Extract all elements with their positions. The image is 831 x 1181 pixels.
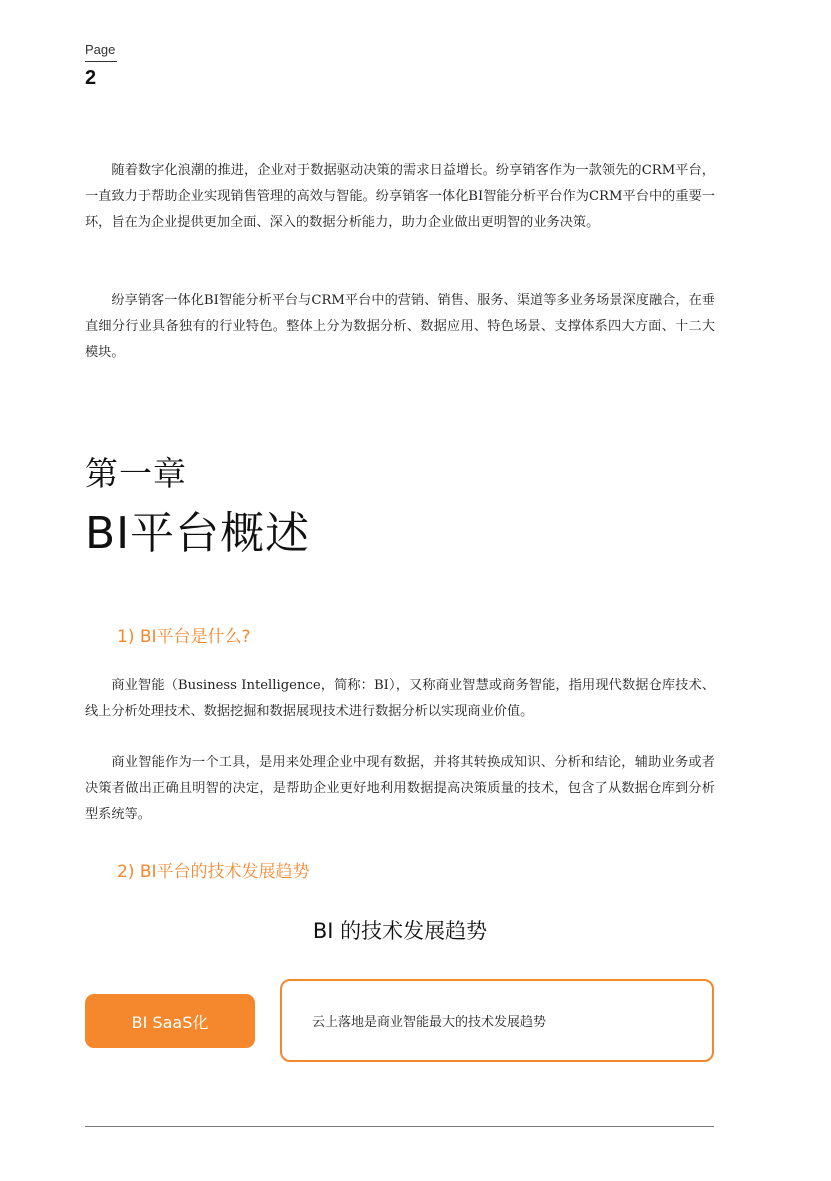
chapter-title: BI平台概述: [85, 508, 311, 559]
page-label-divider: [85, 61, 117, 62]
intro-paragraph-1: 随着数字化浪潮的推进，企业对于数据驱动决策的需求日益增长。纷享销客作为一款领先的CRM平台，一直致力于帮助企业实现销售管理的高效与智能。纷享销客一体化BI智能分析平台作为CRM平台中的重要一环，旨在为企业提供更加全面、深入的数据分析能力，助力企业做出更明智的业务决策。: [85, 163, 715, 230]
trend-description-text: 云上落地是商业智能最大的技术发展趋势: [312, 1015, 547, 1030]
section-1-paragraph-2: 商业智能作为一个工具，是用来处理企业中现有数据，并将其转换成知识、分析和结论，辅助业务或者决策者做出正确且明智的决定，是帮助企业更好地利用数据提高决策质量的技术，包含了从数据仓库到分析型系统等。: [85, 755, 715, 822]
trend-label-pill: BI SaaS化: [85, 994, 255, 1048]
diagram-title: BI 的技术发展趋势: [312, 919, 488, 943]
page-number: 2: [85, 67, 97, 89]
section-1-heading: 1) BI平台是什么?: [117, 627, 251, 647]
footer-divider: [85, 1126, 714, 1127]
page-label: Page: [85, 42, 116, 57]
intro-paragraph-2: 纷享销客一体化BI智能分析平台与CRM平台中的营销、销售、服务、渠道等多业务场景深度融合，在垂直细分行业具备独有的行业特色。整体上分为数据分析、数据应用、特色场景、支撑体系四大方面、十二大模块。: [85, 293, 715, 360]
page-header: [85, 41, 117, 90]
chapter-label: 第一章: [85, 454, 187, 493]
section-1-paragraph-1: 商业智能（Business Intelligence，简称：BI），又称商业智慧或商务智能，指用现代数据仓库技术、线上分析处理技术、数据挖掘和数据展现技术进行数据分析以实现商业价值。: [85, 678, 715, 719]
trend-description-box: [280, 979, 714, 1062]
section-2-heading: 2) BI平台的技术发展趋势: [117, 862, 310, 882]
